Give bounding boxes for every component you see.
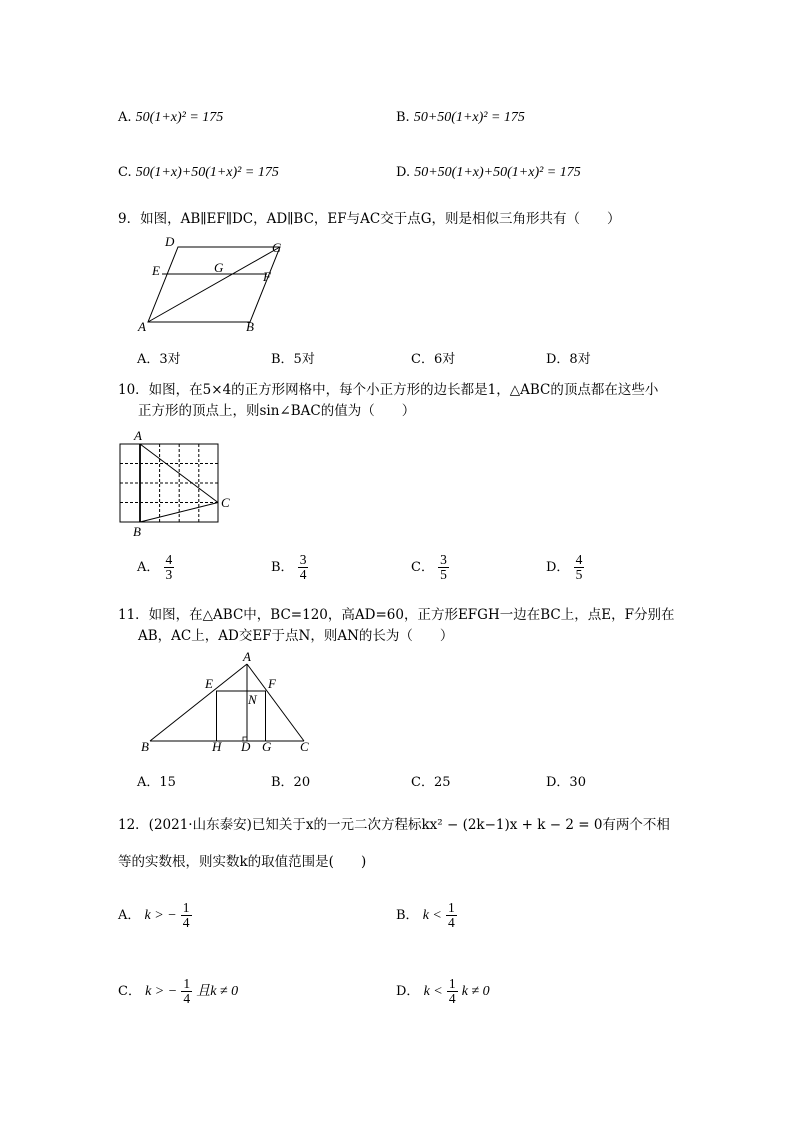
q11-stem-line1: 11．如图，在△ABC中，BC=120，高AD=60，正方形EFGH一边在BC上，点E，F分别在 — [118, 607, 675, 623]
label-d: D — [241, 739, 251, 754]
q9-option-d: D．8对 — [546, 352, 591, 367]
option-fraction — [574, 553, 585, 582]
denominator: 4 — [299, 567, 307, 583]
q12-option-b — [396, 901, 457, 930]
option-letter: B. — [396, 110, 410, 125]
option-fraction — [164, 553, 175, 582]
numerator: 1 — [448, 976, 456, 991]
q12-option-c — [118, 977, 238, 1006]
option-expression: 50+50(1+x)² = 175 — [413, 110, 525, 125]
grid-outer-border — [120, 444, 218, 522]
option-letter: D. — [396, 165, 411, 180]
label-n: N — [248, 692, 257, 707]
label-d: D — [165, 234, 175, 249]
label-g: G — [262, 739, 272, 754]
q11-option-a: A．15 — [137, 775, 176, 790]
q12-option-d — [396, 977, 490, 1006]
label-a: A — [134, 428, 142, 443]
denominator: 5 — [575, 567, 583, 583]
denominator: 4 — [448, 915, 455, 931]
option-expression: 50(1+x)+50(1+x)² = 175 — [135, 165, 279, 180]
option-letter: A． — [137, 560, 160, 576]
q10-grid-figure — [110, 428, 240, 540]
denominator: 5 — [440, 567, 447, 583]
label-c: C — [221, 495, 230, 510]
grid-dashed-lines — [120, 444, 218, 522]
q9-option-c: C．6对 — [411, 352, 456, 367]
label-b: B — [141, 739, 149, 754]
option-expression: k < — [423, 984, 443, 1000]
numerator: 1 — [183, 976, 191, 991]
numerator: 1 — [448, 900, 455, 915]
option-expression: k > − — [145, 984, 178, 1000]
q11-option-b: B．20 — [271, 775, 311, 790]
segment-ac — [140, 444, 218, 503]
option-expression: 50(1+x)² = 175 — [135, 110, 224, 125]
q11-option-d: D．30 — [546, 775, 586, 790]
q9-stem: 9．如图，AB∥EF∥DC，AD∥BC，EF与AC交于点G，则是相似三角形共有（ ） — [118, 211, 621, 227]
numerator: 1 — [182, 900, 190, 915]
q11-stem-line2: AB，AC上，AD交EF于点N，则AN的长为（ ） — [138, 628, 454, 644]
numerator: 4 — [575, 552, 583, 567]
q8-option-c — [118, 165, 279, 181]
label-f: F — [268, 676, 276, 691]
q10-option-d — [546, 553, 584, 582]
label-c: C — [300, 739, 309, 754]
option-expression: k > − — [144, 908, 177, 924]
q8-option-b — [396, 110, 525, 126]
label-c: C — [272, 240, 281, 255]
option-fraction — [447, 977, 458, 1006]
diagonal-ac — [148, 247, 280, 322]
label-h: H — [212, 739, 222, 754]
q11-option-c: C．25 — [411, 775, 451, 790]
square-efgh — [217, 691, 266, 741]
option-letter: A. — [118, 110, 132, 125]
q10-option-c — [411, 553, 449, 582]
q10-option-a — [137, 553, 174, 582]
option-letter: C． — [118, 984, 141, 1000]
q8-option-a — [118, 110, 223, 126]
option-fraction — [446, 901, 457, 930]
denominator: 3 — [165, 567, 173, 583]
label-a: A — [138, 319, 146, 334]
label-f: F — [263, 269, 271, 284]
q8-option-d — [396, 165, 581, 181]
option-letter: D． — [546, 560, 570, 576]
q12-stem-line2: 等的实数根，则实数k的取值范围是( ) — [118, 854, 367, 870]
denominator: 4 — [183, 991, 191, 1007]
option-condition: 且k ≠ 0 — [196, 984, 239, 1000]
q9-option-b: B．5对 — [271, 352, 315, 367]
numerator: 3 — [440, 552, 447, 567]
label-b: B — [246, 319, 254, 334]
option-expression: 50+50(1+x)+50(1+x)² = 175 — [414, 165, 581, 180]
label-g: G — [214, 260, 224, 275]
numerator: 4 — [165, 552, 173, 567]
option-fraction — [181, 901, 192, 930]
label-e: E — [152, 263, 160, 278]
q10-option-b — [271, 553, 308, 582]
label-b: B — [133, 524, 141, 539]
label-a: A — [243, 650, 251, 664]
option-fraction — [181, 977, 192, 1006]
numerator: 3 — [299, 552, 307, 567]
q10-stem-line2: 正方形的顶点上，则sin∠BAC的值为（ ） — [138, 403, 416, 419]
option-letter: C． — [411, 560, 434, 576]
denominator: 4 — [182, 915, 190, 931]
option-condition: k ≠ 0 — [461, 984, 490, 1000]
q9-option-a: A．3对 — [137, 352, 181, 367]
option-letter: C. — [118, 165, 132, 180]
option-expression: k < — [422, 908, 442, 924]
q10-stem-line1: 10．如图，在5×4的正方形网格中，每个小正方形的边长都是1，△ABC的顶点都在这些小 — [118, 382, 659, 398]
option-letter: B． — [396, 908, 419, 924]
option-fraction — [298, 553, 309, 582]
option-letter: B． — [271, 560, 294, 576]
denominator: 4 — [448, 991, 456, 1007]
option-letter: D． — [396, 984, 420, 1000]
q11-triangle-figure — [136, 650, 316, 756]
q9-parallelogram-figure — [130, 232, 290, 334]
q12-stem-line1: 12．(2021·山东泰安)已知关于x的一元二次方程标kx² − (2k−1)x + k − 2 = 0有两个不相 — [118, 817, 670, 833]
label-e: E — [205, 676, 213, 691]
q12-option-a — [118, 901, 192, 930]
option-fraction — [438, 553, 449, 582]
option-letter: A． — [118, 908, 141, 924]
segment-ab — [150, 664, 247, 741]
